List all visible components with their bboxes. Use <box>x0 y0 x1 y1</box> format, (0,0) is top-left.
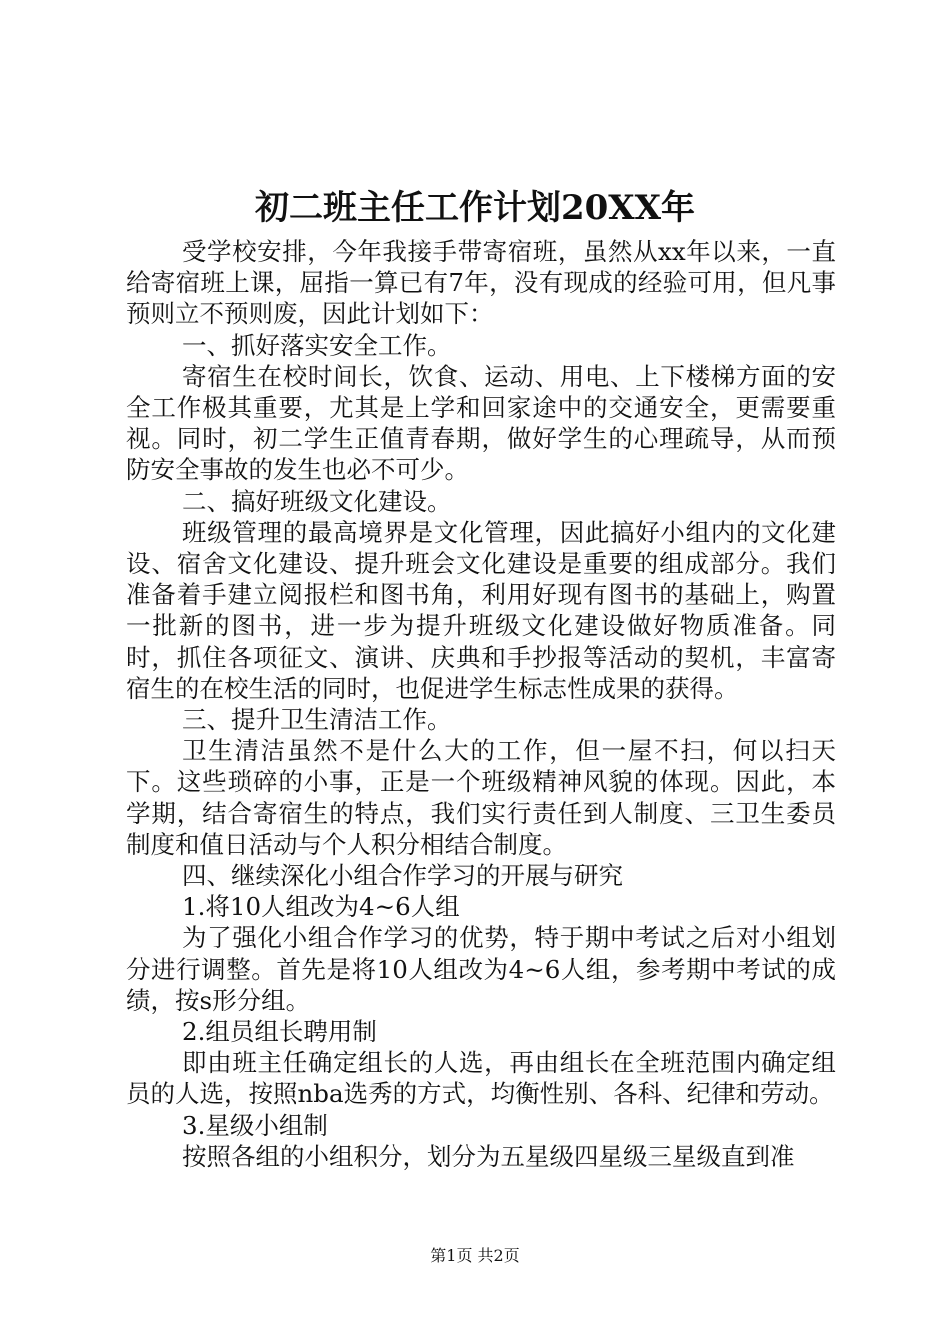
paragraph-safety: 寄宿生在校时间长，饮食、运动、用电、上下楼梯方面的安全工作极其重要，尤其是上学和回家途中的交通安全，更需要重视。同时，初二学生正值青春期，做好学生的心理疏导，从而预防安全事故的发生也必不可少。 <box>126 361 836 485</box>
subheading-leader-system: 2.组员组长聘用制 <box>182 1017 377 1047</box>
heading-hygiene: 三、提升卫生清洁工作。 <box>182 705 452 735</box>
document-body <box>126 236 836 1172</box>
paragraph-star-groups: 按照各组的小组积分，划分为五星级四星级三星级直到准 <box>182 1141 795 1171</box>
paragraph-hygiene: 卫生清洁虽然不是什么大的工作，但一屋不扫，何以扫天下。这些琐碎的小事，正是一个班级精神风貌的体现。因此，本学期，结合寄宿生的特点，我们实行责任到人制度、三卫生委员制度和值日活动与个人积分相结合制度。 <box>126 736 836 859</box>
subheading-star-groups: 3.星级小组制 <box>182 1110 328 1140</box>
heading-safety: 一、抓好落实安全工作。 <box>182 330 452 360</box>
heading-group-study: 四、继续深化小组合作学习的开展与研究 <box>182 861 623 891</box>
document-title: 初二班主任工作计划20XX年 <box>254 188 696 228</box>
paragraph-group-size: 为了强化小组合作学习的优势，特于期中考试之后对小组划分进行调整。首先是将10人组改为4~6人组，参考期中考试的成绩，按s形分组。 <box>126 923 836 1015</box>
paragraph-leader-system: 即由班主任确定组长的人选，再由组长在全班范围内确定组员的人选，按照nba选秀的方式，均衡性别、各科、纪律和劳动。 <box>126 1048 836 1109</box>
page-footer: 第1页 共2页 <box>430 1246 520 1265</box>
subheading-group-size: 1.将10人组改为4~6人组 <box>182 892 460 922</box>
paragraph-class-culture: 班级管理的最高境界是文化管理，因此搞好小组内的文化建设、宿舍文化建设、提升班会文化建设是重要的组成部分。我们准备着手建立阅报栏和图书角，利用好现有图书的基础上，购置一批新的图书，进一步为提升班级文化建设做好物质准备。同时，抓住各项征文、演讲、庆典和手抄报等活动的契机，丰富寄宿生的在校生活的同时，也促进学生标志性成果的获得。 <box>126 517 836 703</box>
paragraph-intro: 受学校安排，今年我接手带寄宿班，虽然从xx年以来，一直给寄宿班上课，屈指一算已有7年，没有现成的经验可用，但凡事预则立不预则废，因此计划如下： <box>126 237 836 329</box>
heading-class-culture: 二、搞好班级文化建设。 <box>182 486 452 516</box>
